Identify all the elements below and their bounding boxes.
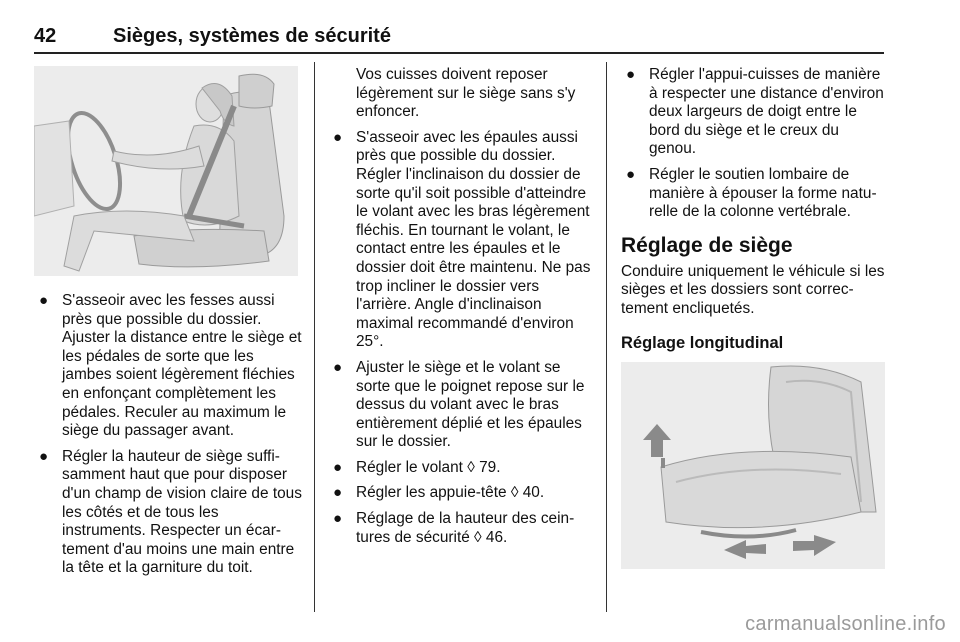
list-item: ● Régler le soutien lombaire de manière à épouser la forme naturelle de la colonne vertébrale. bbox=[626, 165, 877, 221]
seat-adjustment-drawing bbox=[621, 362, 885, 569]
bullet-icon: ● bbox=[39, 447, 49, 465]
list-item: ● Ajuster le siège et le volant se sorte que le poignet repose sur le dessus du volant avec le bras entièrement déplié et les épaules sur le dossier. bbox=[333, 358, 585, 451]
list-item: ● S'asseoir avec les fesses aussi près que possible du dossier. Ajuster la distance entre le siège et les pédales de sorte que les jambes soient légèrement fléchies en enfonçant complètement les pédales. Reculer au maximum le siège du passager avant. bbox=[39, 292, 302, 440]
column-1 bbox=[34, 292, 302, 585]
list-item: ● Régler l'appui-cuisses de manière à respecter une distance d'environ deux largeurs de doigt entre le bord du siège et le creux du genou. bbox=[626, 66, 884, 158]
page-title: Sièges, systèmes de sécurité bbox=[113, 25, 391, 47]
column-2 bbox=[328, 66, 593, 554]
subsection-heading: Réglage longitudinal bbox=[621, 333, 784, 352]
bullet-icon: ● bbox=[626, 165, 636, 183]
column-divider-2 bbox=[606, 62, 607, 612]
list-item-headrest-link: ● Régler les appuie-tête ◊ 40. bbox=[333, 484, 545, 502]
bullet-icon: ● bbox=[333, 358, 343, 376]
driver-seating-illustration bbox=[34, 66, 298, 276]
column-divider-1 bbox=[314, 62, 315, 612]
section-paragraph: Conduire uniquement le véhicule si les sièges et les dossiers sont correctement encliquetés. bbox=[621, 262, 885, 317]
driver-seating-drawing bbox=[34, 66, 298, 276]
bullet-icon: ● bbox=[333, 484, 343, 502]
list-item: ● Régler la hauteur de siège suffisamment haut que pour disposer d'un champ de vision claire de tous les côtés et de tous les instruments. Respecter un écartement d'au moins une main entre la tête et la garniture du toit. bbox=[39, 447, 302, 577]
bullet-icon: ● bbox=[626, 66, 636, 83]
bullet-icon: ● bbox=[333, 510, 343, 528]
bullet-icon: ● bbox=[333, 458, 343, 476]
list-item: ● S'asseoir avec les épaules aussi près que possible du dossier. Régler l'inclinaison du dossier de sorte qu'il soit possible d'atteindre le volant avec les bras légèrement fléchis. En tournant le volant, le contact entre les épaules et le dossier doit être maintenu. Ne pas trop incliner le dossier vers l'arrière. Angle d'inclinaison maximal recommandé d'environ 25°. bbox=[333, 128, 591, 351]
bullet-icon: ● bbox=[333, 128, 343, 146]
continued-text: Vos cuisses doivent reposer légèrement sur le siège sans s'y enfoncer. bbox=[356, 66, 576, 121]
col2-bullet-list bbox=[328, 129, 593, 547]
list-item-belt-link: ● Réglage de la hauteur des ceintures de sécurité ◊ 46. bbox=[333, 510, 575, 546]
list-item-steering-link: ● Régler le volant ◊ 79. bbox=[333, 458, 501, 476]
column-3 bbox=[621, 66, 889, 357]
page-header bbox=[34, 22, 884, 54]
section-heading: Réglage de siège bbox=[621, 233, 793, 257]
seat-adjustment-illustration bbox=[621, 362, 885, 569]
bullet-icon: ● bbox=[39, 292, 49, 309]
col3-bullet-list bbox=[621, 66, 889, 222]
col1-bullet-list bbox=[34, 292, 302, 578]
page-number: 42 bbox=[34, 25, 57, 47]
watermark: carmanualsonline.info bbox=[745, 613, 946, 635]
